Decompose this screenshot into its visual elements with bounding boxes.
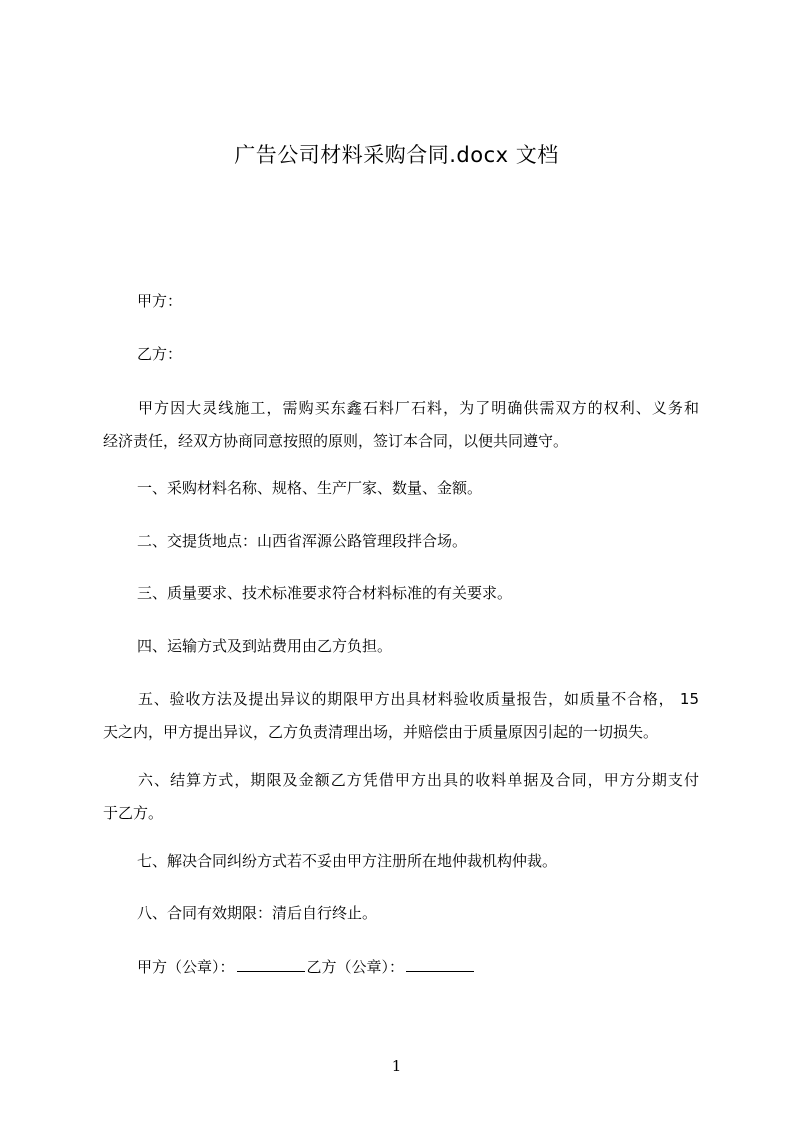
party-b-seal-blank[interactable] bbox=[406, 956, 474, 972]
clause-6-line-2: 于乙方。 bbox=[103, 804, 164, 822]
clause-5-line-2: 天之内，甲方提出异议，乙方负责清理出场，并赔偿由于质量原因引起的一切损失。 bbox=[103, 723, 659, 741]
clause-5-line-1: 五、验收方法及提出异议的期限甲方出具材料验收质量报告，如质量不合格， 15 bbox=[138, 690, 699, 708]
clause-1: 一、采购材料名称、规格、生产厂家、数量、金额。 bbox=[137, 479, 483, 497]
party-b-line: 乙方： bbox=[137, 345, 183, 363]
party-a-line: 甲方： bbox=[137, 292, 183, 310]
page-number: 1 bbox=[391, 1057, 402, 1075]
clause-4: 四、运输方式及到站费用由乙方负担。 bbox=[137, 637, 393, 655]
intro-line-2: 经济责任，经双方协商同意按照的原则，签订本合同，以便共同遵守。 bbox=[103, 432, 569, 450]
intro-line-1: 甲方因大灵线施工，需购买东鑫石料厂石料，为了明确供需双方的权利、义务和 bbox=[138, 399, 699, 417]
clause-3: 三、质量要求、技术标准要求符合材料标准的有关要求。 bbox=[137, 584, 513, 602]
party-b-seal-label: 乙方（公章）： bbox=[306, 958, 405, 976]
clause-6-line-1: 六、结算方式，期限及金额乙方凭借甲方出具的收料单据及合同，甲方分期支付 bbox=[138, 771, 699, 789]
clause-2: 二、交提货地点：山西省浑源公路管理段拌合场。 bbox=[137, 532, 468, 550]
party-a-seal-blank[interactable] bbox=[237, 956, 305, 972]
intro-paragraph bbox=[103, 392, 699, 458]
clause-5-paragraph bbox=[103, 683, 699, 749]
signature-line bbox=[137, 956, 476, 977]
clause-7: 七、解决合同纠纷方式若不妥由甲方注册所在地仲裁机构仲裁。 bbox=[137, 852, 558, 870]
document-title: 广告公司材料采购合同.docx 文档 bbox=[234, 143, 559, 167]
party-a-seal-label: 甲方（公章）： bbox=[137, 958, 235, 976]
clause-6-paragraph bbox=[103, 764, 699, 830]
clause-8: 八、合同有效期限：清后自行终止。 bbox=[137, 904, 378, 922]
